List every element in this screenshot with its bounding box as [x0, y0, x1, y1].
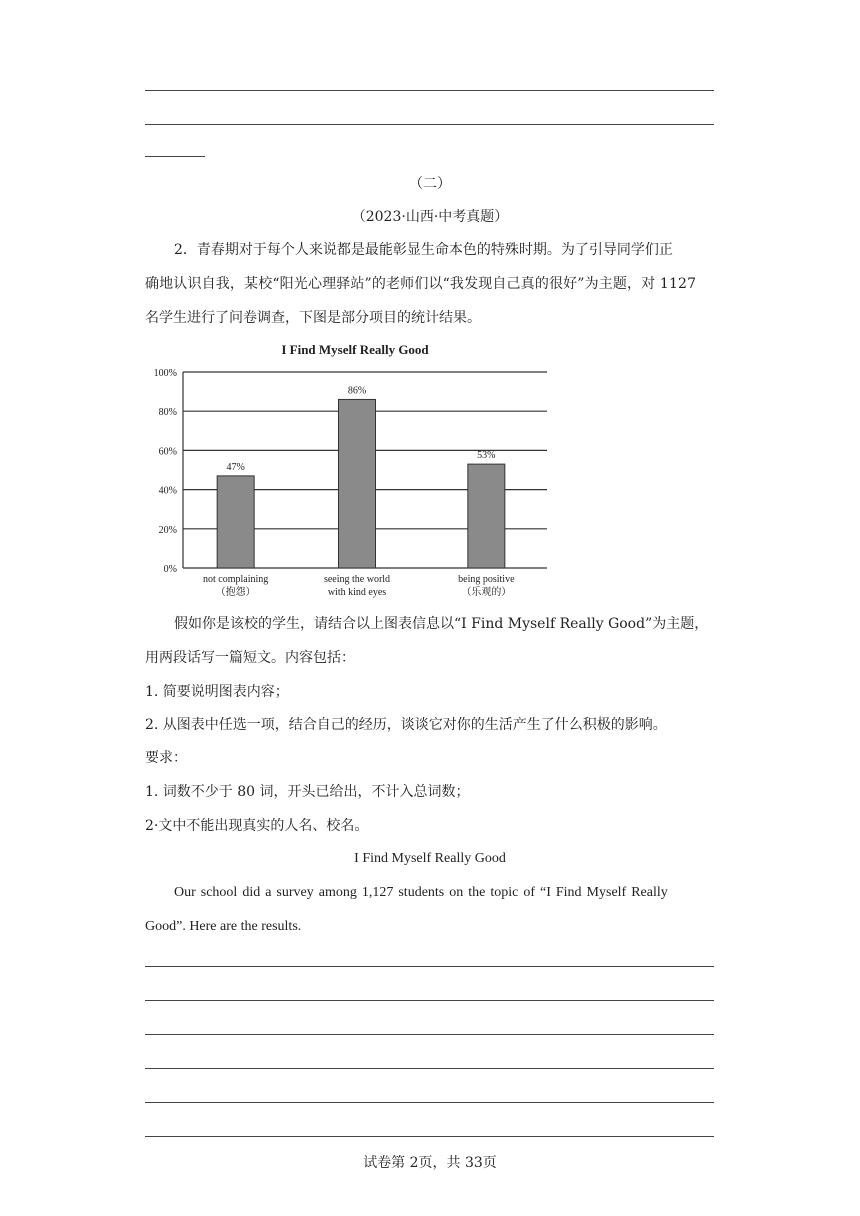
task-intro-2: 用两段话写一篇短文。内容包括：	[145, 650, 355, 666]
category-label: being positive	[458, 574, 515, 585]
category-label: not complaining	[203, 574, 269, 585]
question-line-3: 名学生进行了问卷调查，下图是部分项目的统计结果。	[145, 310, 481, 326]
y-tick-label: 80%	[158, 407, 177, 419]
section-label: （二）	[409, 176, 451, 192]
requirement-2: 2·文中不能出现真实的人名、校名。	[145, 818, 369, 834]
y-tick-label: 20%	[158, 524, 177, 536]
y-tick-label: 0%	[163, 564, 177, 575]
category-label: （乐观的）	[461, 587, 512, 598]
bar	[217, 476, 254, 568]
essay-title: I Find Myself Really Good	[354, 851, 506, 866]
answer-line-2[interactable]	[145, 1000, 714, 1001]
bar-value-label: 86%	[347, 385, 367, 397]
answer-line-top-short	[145, 156, 205, 157]
task-intro-1: 假如你是该校的学生，请结合以上图表信息以“I Find Myself Really Good”为主题，	[174, 616, 709, 632]
answer-line-top-1	[145, 90, 714, 91]
answer-line-4[interactable]	[145, 1068, 714, 1069]
page-footer: 试卷第 2页，共 33页	[363, 1155, 497, 1171]
requirement-1: 1. 词数不少于 80 词，开头已给出，不计入总词数；	[145, 784, 470, 800]
task-point-2: 2. 从图表中任选一项，结合自己的经历，谈谈它对你的生活产生了什么积极的影响。	[145, 717, 667, 733]
bar-value-label: 47%	[226, 461, 245, 473]
bar-chart	[145, 358, 565, 598]
answer-line-5[interactable]	[145, 1102, 714, 1103]
bar	[339, 399, 376, 568]
answer-line-1[interactable]	[145, 966, 714, 967]
question-line-2: 确地认识自我，某校“阳光心理驿站”的老师们以“我发现自己真的很好”为主题，对 1127	[145, 276, 697, 292]
requirements-title: 要求：	[145, 750, 187, 766]
answer-line-6[interactable]	[145, 1136, 714, 1137]
question-line-1: 2．青春期对于每个人来说都是最能彰显生命本色的特殊时期。为了引导同学们正	[174, 242, 673, 258]
y-tick-label: 40%	[158, 485, 177, 497]
chart-title: I Find Myself Really Good	[281, 342, 429, 357]
category-label: seeing the world	[323, 574, 391, 585]
answer-line-top-2	[145, 124, 714, 125]
question-source: （2023·山西·中考真题）	[351, 209, 509, 225]
category-label: with kind eyes	[327, 587, 387, 598]
essay-opening-2: Good”. Here are the results.	[145, 919, 302, 934]
answer-line-3[interactable]	[145, 1034, 714, 1035]
y-tick-label: 60%	[158, 446, 177, 458]
bar	[468, 464, 505, 568]
category-label: （抱怨）	[215, 587, 256, 598]
essay-opening-1: Our school did a survey among 1,127 students on the topic of “I Find Myself Really	[174, 885, 668, 900]
y-tick-label: 100%	[153, 368, 177, 379]
task-point-1: 1. 简要说明图表内容；	[145, 684, 289, 700]
bar-value-label: 53%	[477, 450, 496, 462]
